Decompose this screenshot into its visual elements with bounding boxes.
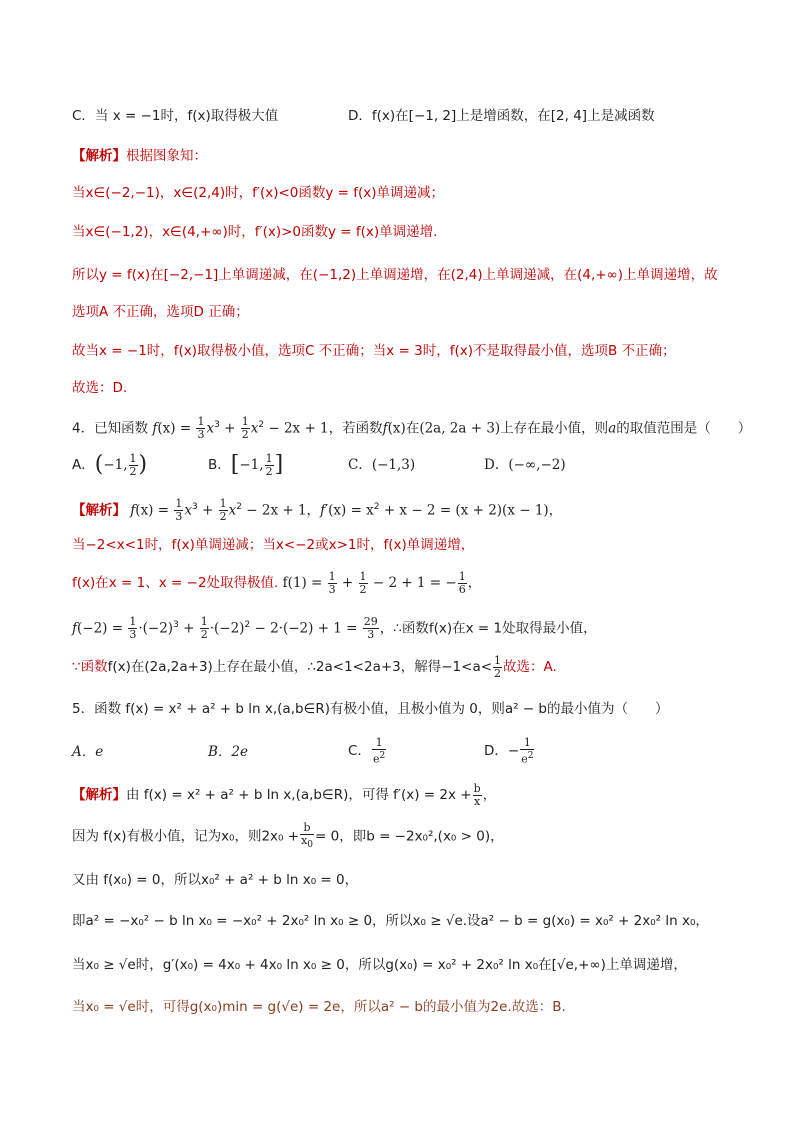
option-b: B．2e — [208, 744, 248, 760]
analysis-line: 又由 f(x₀) = 0，所以x₀² + a² + b ln x₀ = 0， — [72, 872, 359, 888]
question-5: 5．函数 f(x) = x² + a² + b ln x,(a,b∈R)有极小值，且极小值为 0，则a² − b的最小值为（ ） — [72, 701, 669, 717]
analysis-line: 【解析】根据图象知： — [72, 148, 207, 164]
analysis-line: 故当x = −1时，f(x)取得极小值，选项C 不正确；当x = 3时，f(x)不是取得最小值，选项B 不正确； — [72, 343, 676, 359]
analysis-line: 【解析】由 f(x) = x² + a² + b ln x,(a,b∈R)，可得 f′(x) = 2x + $\frac{b}{x}$ ， — [72, 781, 497, 808]
analysis-line: f(−2) = $\frac{1}{3}$ $\cdot(-2)^3$ + $\frac{1}{2}$ $\cdot(-2)^2 - 2\cdot(-2) + 1$ = $\frac{29}{3}$ ，∴函数f(x)在x = 1处取得最小值， — [72, 615, 597, 641]
option-b: B．[−1, $\frac{1}{2}$ ] — [208, 451, 284, 478]
option-c: C．当 x = −1时，f(x)取得极大值 — [72, 108, 279, 124]
option-a: A．e — [72, 744, 104, 760]
analysis-line: 当x∈(−1,2)，x∈(4,+∞)时，f′(x)>0函数y = f(x)单调递增. — [72, 224, 438, 240]
option-c: C．(−1,3) — [348, 457, 416, 473]
analysis-line: 故选：D. — [72, 380, 128, 396]
analysis-line: 当−2<x<1时，f(x)单调递减；当x<−2或x>1时，f(x)单调递增， — [72, 537, 475, 553]
option-a: A．(−1, $\frac{1}{2}$ ) — [72, 451, 148, 478]
analysis-line: 选项A 不正确，选项D 正确； — [72, 304, 249, 320]
analysis-line: 所以y = f(x)在[−2,−1]上单调递减，在(−1,2)上单调递增，在(2,4)上单调递减，在(4,+∞)上单调递增，故 — [72, 267, 718, 283]
analysis-line: f(x)在x = 1、x = −2处取得极值. f(1) = $\frac{1}{3}$ + $\frac{1}{2}$ − 2 + 1 = − $\frac{1}{6}$ ， — [72, 569, 482, 596]
option-d: D．(−∞,−2) — [484, 457, 566, 473]
analysis-line: 当x₀ ≥ √e时，g′(x₀) = 4x₀ + 4x₀ ln x₀ ≥ 0，所以g(x₀) = x₀² + 2x₀² ln x₀在[√e,+∞)上单调递增， — [72, 957, 687, 973]
option-c: C． $\frac{1}{e^2}$ — [348, 735, 386, 766]
analysis-line: 当x∈(−2,−1)，x∈(2,4)时，f′(x)<0函数y = f(x)单调递减； — [72, 185, 445, 201]
option-d: D．− $\frac{1}{e^2}$ — [484, 735, 534, 766]
analysis-line: 当x₀ = √e时，可得g(x₀)min = g(√e) = 2e，所以a² − b的最小值为2e.故选：B. — [72, 999, 566, 1015]
analysis-line: ∵函数f(x)在(2a,2a+3)上存在最小值，∴2a<1<2a+3，解得−1<a< $\frac{1}{2}$ 故选：A. — [72, 653, 557, 680]
analysis-line: 即a² = −x₀² − b ln x₀ = −x₀² + 2x₀² ln x₀ ≥ 0，所以x₀ ≥ √e.设a² − b = g(x₀) = x₀² + 2x₀² ln x₀， — [72, 913, 709, 929]
analysis-line: 【解析】 f(x) = $\frac{1}{3}$ $x^3$ + $\frac{1}{2}$ $x^2 - 2x + 1$，$f'(x) = x^2 + x - 2 = (x + 2)(x - 1)$， — [72, 497, 563, 523]
question-4: 4．已知函数 f(x) = $\frac{1}{3}$ $x^3$ + $\frac{1}{2}$ $x^2 - 2x + 1$，若函数f(x)在(2a, 2a + 3)上存在最小值，则a的取值范围是（ ） — [72, 415, 752, 441]
option-d: D．f(x)在[−1, 2]上是增函数，在[2, 4]上是减函数 — [348, 108, 655, 124]
analysis-line: 因为 f(x)有极小值，记为x₀，则2x₀ + $\frac{b}{x_0}$ = 0，即b = −2x₀²,(x₀ > 0)， — [72, 821, 504, 851]
